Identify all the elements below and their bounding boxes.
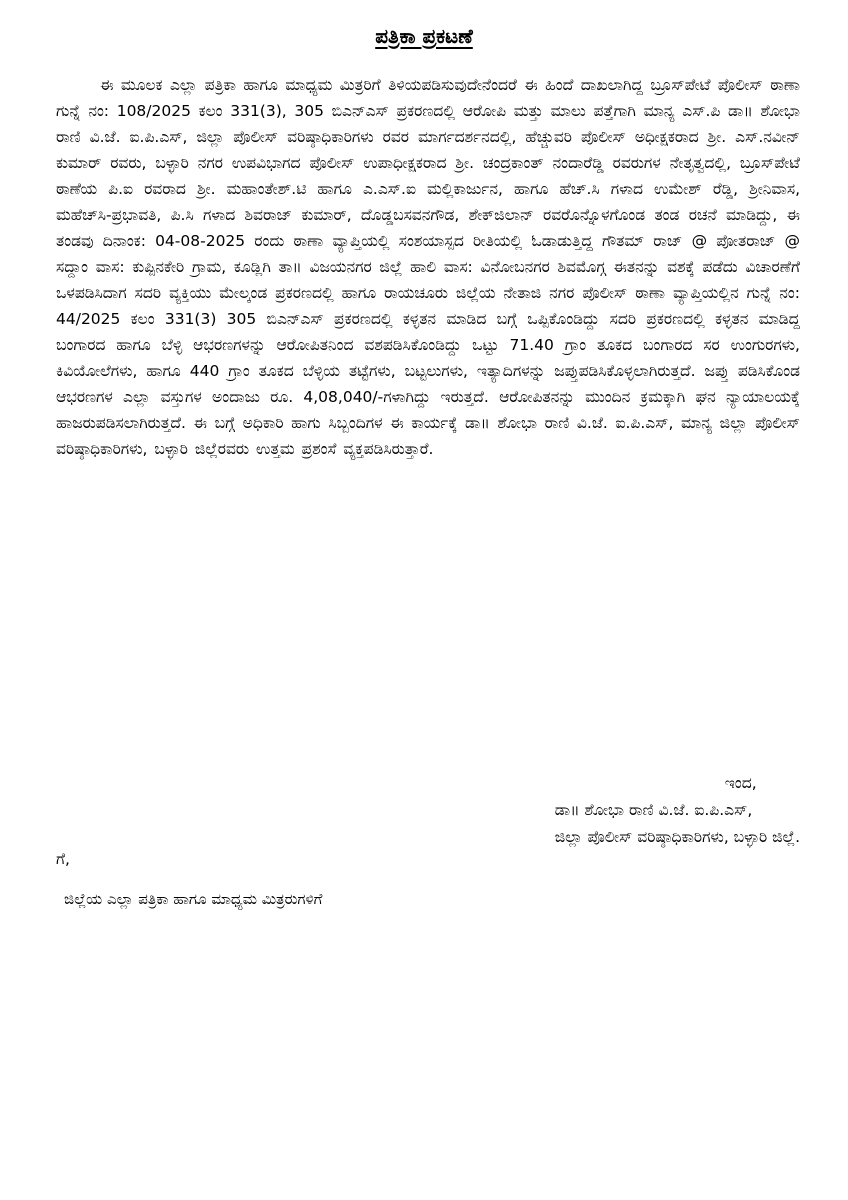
signature-name: ಡಾ॥ ಶೋಭಾ ರಾಣಿ ವಿ.ಜೆ. ಐ.ಪಿ.ಎಸ್, — [554, 801, 753, 819]
to-label: ಗೆ, — [56, 850, 70, 868]
document-title-text: ಪತ್ರಿಕಾ ಪ್ರಕಟಣೆ — [375, 24, 473, 48]
signature-block — [555, 770, 800, 851]
press-release-body: ಈ ಮೂಲಕ ಎಲ್ಲಾ ಪತ್ರಿಕಾ ಹಾಗೂ ಮಾಧ್ಯಮ ಮಿತ್ರರಿಗೆ ತಿಳಿಯಪಡಿಸುವುದೇನೆಂದರೆ ಈ ಹಿಂದೆ ದಾಖಲಾಗಿದ್ದ ಬ್ರೂಸ್‌ಪೇಟೆ ಪೊಲೀಸ್ ಠಾಣಾ ಗುನ್ನೆ ನಂ: 108/2025 ಕಲಂ 331(3), 305 ಬಿಎನ್‌ಎಸ್ ಪ್ರಕರಣದಲ್ಲಿ ಆರೋಪಿ ಮತ್ತು ಮಾಲು ಪತ್ತೆಗಾಗಿ ಮಾನ್ಯ ಎಸ್.ಪಿ ಡಾ॥ ಶೋಭಾ ರಾಣಿ ವಿ.ಜೆ. ಐ.ಪಿ.ಎಸ್, ಜಿಲ್ಲಾ ಪೊಲೀಸ್ ವರಿಷ್ಠಾಧಿಕಾರಿಗಳು ರವರ ಮಾರ್ಗದರ್ಶನದಲ್ಲಿ, ಹೆಚ್ಚುವರಿ ಪೊಲೀಸ್ ಅಧೀಕ್ಷಕರಾದ ಶ್ರೀ. ಎಸ್.ನವೀನ್ ಕುಮಾರ್ ರವರು, ಬಳ್ಳಾರಿ ನಗರ ಉಪವಿಭಾಗದ ಪೊಲೀಸ್ ಉಪಾಧೀಕ್ಷಕರಾದ ಶ್ರೀ. ಚಂದ್ರಕಾಂತ್ ನಂದಾರೆಡ್ಡಿ ರವರುಗಳ ನೇತೃತ್ವದಲ್ಲಿ, ಬ್ರೂಸ್‌ಪೇಟೆ ಠಾಣೆಯ ಪಿ.ಐ ರವರಾದ ಶ್ರೀ. ಮಹಾಂತೇಶ್.ಟಿ ಹಾಗೂ ಎ.ಎಸ್.ಐ ಮಲ್ಲಿಕಾರ್ಜುನ, ಹಾಗೂ ಹೆಚ್.ಸಿ ಗಳಾದ ಉಮೇಶ್ ರೆಡ್ಡಿ, ಶ್ರೀನಿವಾಸ, ಮಹೆಚ್‌ಸಿ-ಪ್ರಭಾವತಿ, ಪಿ.ಸಿ ಗಳಾದ ಶಿವರಾಜ್ ಕುಮಾರ್, ದೊಡ್ಡಬಸವನಗೌಡ, ಶೇಕ್‌ಜಿಲಾನ್ ರವರೊನ್ನೊಳಗೊಂಡ ತಂಡ ರಚನೆ ಮಾಡಿದ್ದು, ಈ ತಂಡವು ದಿನಾಂಕ: 04-08-2025 ರಂದು ಠಾಣಾ ವ್ಯಾಪ್ತಿಯಲ್ಲಿ ಸಂಶಯಾಸ್ಪದ ರೀತಿಯಲ್ಲಿ ಓಡಾಡುತ್ತಿದ್ದ ಗೌತಮ್ ರಾಜ್ @ ಪೋತರಾಜ್ @ ಸದ್ದಾಂ ವಾಸ: ಕುಪ್ಪಿನಕೇರಿ ಗ್ರಾಮ, ಕೂಡ್ಲಿಗಿ ತಾ॥ ವಿಜಯನಗರ ಜಿಲ್ಲೆ ಹಾಲಿ ವಾಸ: ವಿನೋಬನಗರ ಶಿವಮೊಗ್ಗ ಈತನನ್ನು ವಶಕ್ಕೆ ಪಡೆದು ವಿಚಾರಣೆಗೆ ಒಳಪಡಿಸಿದಾಗ ಸದರಿ ವ್ಯಕ್ತಿಯು ಮೇಲ್ಕಂಡ ಪ್ರಕರಣದಲ್ಲಿ ಹಾಗೂ ರಾಯಚೂರು ಜಿಲ್ಲೆಯ ನೇತಾಜಿ ನಗರ ಪೊಲೀಸ್ ಠಾಣಾ ವ್ಯಾಪ್ತಿಯಲ್ಲಿನ ಗುನ್ನೆ ನಂ: 44/2025 ಕಲಂ 331(3) 305 ಬಿಎನ್‌ಎಸ್ ಪ್ರಕರಣದಲ್ಲಿ ಕಳ್ಳತನ ಮಾಡಿದ ಬಗ್ಗೆ ಒಪ್ಪಿಕೊಂಡಿದ್ದು ಸದರಿ ಪ್ರಕರಣದಲ್ಲಿ ಕಳ್ಳತನ ಮಾಡಿದ್ದ ಬಂಗಾರದ ಹಾಗೂ ಬೆಳ್ಳಿ ಆಭರಣಗಳನ್ನು ಆರೋಪಿತನಿಂದ ವಶಪಡಿಸಿಕೊಂಡಿದ್ದು ಒಟ್ಟು 71.40 ಗ್ರಾಂ ತೂಕದ ಬಂಗಾರದ ಸರ ಉಂಗುರಗಳು, ಕಿವಿಯೋಲೆಗಳು, ಹಾಗೂ 440 ಗ್ರಾಂ ತೂಕದ ಬೆಳ್ಳಿಯ ತಟ್ಟೆಗಳು, ಬಟ್ಟಲುಗಳು, ಇತ್ಯಾದಿಗಳನ್ನು ಜಪ್ತುಪಡಿಸಿಕೊಳ್ಳಲಾಗಿರುತ್ತದೆ. ಜಪ್ತು ಪಡಿಸಿಕೊಂಡ ಆಭರಣಗಳ ಎಲ್ಲಾ ವಸ್ತುಗಳ ಅಂದಾಜು ರೂ. 4,08,040/-ಗಳಾಗಿದ್ದು ಇರುತ್ತದೆ. ಆರೋಪಿತನನ್ನು ಮುಂದಿನ ಕ್ರಮಕ್ಕಾಗಿ ಘನ ನ್ಯಾಯಾಲಯಕ್ಕೆ ಹಾಜರುಪಡಿಸಲಾಗಿರುತ್ತದೆ. ಈ ಬಗ್ಗೆ ಅಧಿಕಾರಿ ಹಾಗು ಸಿಬ್ಬಂದಿಗಳ ಈ ಕಾರ್ಯಕ್ಕೆ ಡಾ॥ ಶೋಭಾ ರಾಣಿ ವಿ.ಜೆ. ಐ.ಪಿ.ಎಸ್, ಮಾನ್ಯ ಜಿಲ್ಲಾ ಪೊಲೀಸ್ ವರಿಷ್ಠಾಧಿಕಾರಿಗಳು, ಬಳ್ಳಾರಿ ಜಿಲ್ಲೆರವರು ಉತ್ತಮ ಪ್ರಶಂಸೆ ವ್ಯಕ್ತಪಡಿಸಿರುತ್ತಾರೆ. — [56, 76, 800, 458]
document-title — [0, 24, 848, 48]
signature-designation: ಜಿಲ್ಲಾ ಪೊಲೀಸ್ ವರಿಷ್ಠಾಧಿಕಾರಿಗಳು, ಬಳ್ಳಾರಿ ಜಿಲ್ಲೆ. — [554, 828, 800, 846]
signature-from: ಇಂದ, — [724, 774, 757, 792]
recipients-line: ಜಿಲ್ಲೆಯ ಎಲ್ಲಾ ಪತ್ರಿಕಾ ಹಾಗೂ ಮಾಧ್ಯಮ ಮಿತ್ರರುಗಳಿಗೆ — [64, 890, 323, 908]
